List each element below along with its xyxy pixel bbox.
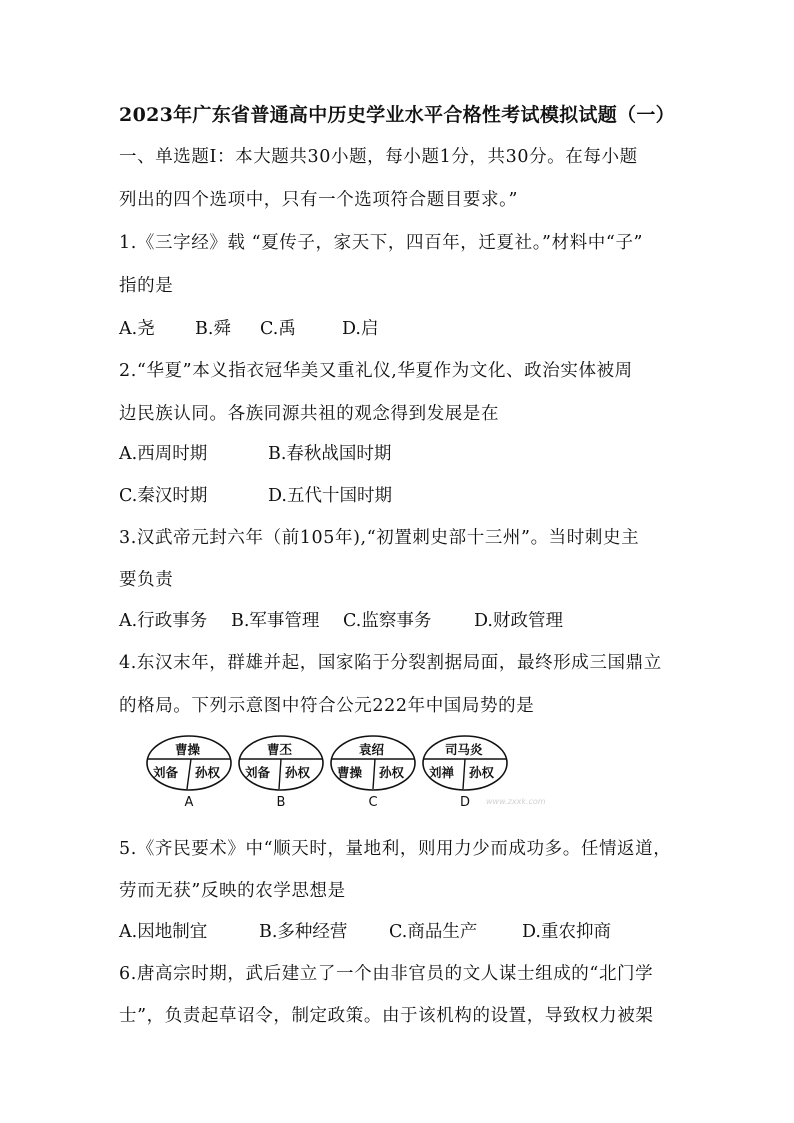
question-5-stem-line-2: 劳而无获”反映的农学思想是 (119, 881, 346, 901)
question-4-stem-line-1: 4.东汉末年，群雄并起，国家陷于分裂割据局面，最终形成三国鼎立 (119, 653, 662, 673)
diagram-b (237, 733, 325, 813)
option-b: B.春秋战国时期 (268, 444, 392, 464)
option-d: D.五代十国时期 (268, 486, 392, 506)
diagram-right-label: 孙权 (285, 765, 311, 780)
watermark: www.zxxk.com (486, 797, 546, 806)
question-6-stem-line-1: 6.唐高宗时期，武后建立了一个由非官员的文人谋士组成的“北门学 (119, 964, 654, 984)
option-b: B.舜 (195, 319, 231, 339)
diagram-a (145, 733, 233, 813)
question-1-stem-line-2: 指的是 (119, 276, 174, 296)
diagram-c (329, 733, 417, 813)
diagram-top-label: 袁绍 (359, 742, 385, 757)
option-c: C.禹 (260, 319, 296, 339)
diagram-left-label: 刘禅 (429, 765, 455, 780)
diagram-left-label: 刘备 (153, 765, 179, 780)
diagram-letter: B (276, 795, 286, 810)
diagram-letter: A (184, 795, 194, 810)
question-6-stem-line-2: 士”，负责起草诏令，制定政策。由于该机构的设置，导致权力被架 (119, 1006, 654, 1026)
diagram-letter: C (368, 795, 378, 810)
diagram-right-label: 孙权 (379, 765, 405, 780)
diagram-top-label: 司马炎 (445, 742, 483, 757)
diagram-top-label: 曹操 (175, 742, 201, 757)
diagram-right-label: 孙权 (469, 765, 495, 780)
section-intro-line-2: 列出的四个选项中，只有一个选项符合题目要求。” (119, 190, 518, 210)
option-a: A.因地制宜 (119, 922, 208, 942)
option-d: D.启 (342, 319, 379, 339)
option-c: C.商品生产 (389, 922, 478, 942)
option-c: C.秦汉时期 (119, 486, 208, 506)
diagram-top-label: 曹丕 (267, 742, 293, 757)
question-2-stem-line-1: 2.“华夏”本义指衣冠华美又重礼仪,华夏作为文化、政治实体被周 (119, 361, 633, 381)
question-3-stem-line-1: 3.汉武帝元封六年（前105年),“初置刺史部十三州”。当时刺史主 (119, 528, 640, 548)
option-d: D.财政管理 (474, 611, 563, 631)
question-1-stem-line-1: 1.《三字经》载 “夏传子，家天下，四百年，迁夏社。”材料中“子” (119, 233, 644, 253)
diagram-left-label: 曹操 (337, 765, 363, 780)
option-a: A.尧 (119, 319, 155, 339)
option-b: B.军事管理 (231, 611, 320, 631)
diagram-right-label: 孙权 (195, 765, 221, 780)
section-intro-line-1: 一、单选题Ⅰ：本大题共30小题，每小题1分，共30分。在每小题 (119, 147, 638, 167)
diagram-left-label: 刘备 (245, 765, 271, 780)
diagram-letter: D (459, 795, 470, 810)
question-4-stem-line-2: 的格局。下列示意图中符合公元222年中国局势的是 (119, 696, 535, 716)
option-a: A.行政事务 (119, 611, 208, 631)
option-a: A.西周时期 (119, 444, 208, 464)
three-kingdoms-diagrams (145, 733, 525, 813)
question-5-stem-line-1: 5.《齐民要术》中“顺天时，量地利，则用力少而成功多。任情返道， (119, 839, 672, 859)
option-b: B.多种经营 (259, 922, 348, 942)
question-2-stem-line-2: 边民族认同。各族同源共祖的观念得到发展是在 (119, 404, 500, 424)
page-title: 2023年广东省普通高中历史学业水平合格性考试模拟试题（一） (119, 104, 675, 126)
question-3-stem-line-2: 要负责 (119, 570, 174, 590)
option-d: D.重农抑商 (522, 922, 611, 942)
option-c: C.监察事务 (343, 611, 432, 631)
